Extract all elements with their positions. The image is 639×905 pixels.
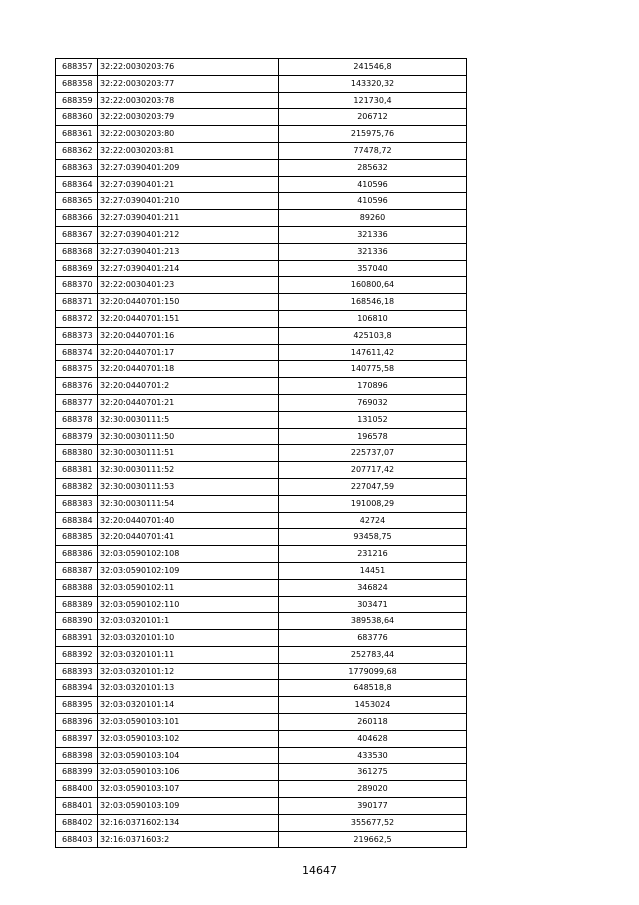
table-row (56, 747, 467, 764)
row-number-cell: 688368 (56, 243, 98, 260)
value-cell: 433530 (279, 747, 467, 764)
value-cell: 404628 (279, 730, 467, 747)
cadastral-number-cell: 32:20:0440701:41 (98, 529, 279, 546)
cadastral-number-cell: 32:20:0440701:150 (98, 294, 279, 311)
row-number-cell: 688397 (56, 730, 98, 747)
cadastral-number-cell: 32:20:0440701:40 (98, 512, 279, 529)
cadastral-number-cell: 32:16:0371603:2 (98, 831, 279, 848)
row-number-cell: 688377 (56, 394, 98, 411)
row-number-cell: 688357 (56, 59, 98, 76)
cadastral-number-cell: 32:03:0320101:1 (98, 613, 279, 630)
row-number-cell: 688401 (56, 798, 98, 815)
value-cell: 425103,8 (279, 327, 467, 344)
table-row (56, 226, 467, 243)
data-table (55, 58, 467, 848)
row-number-cell: 688360 (56, 109, 98, 126)
table-row (56, 109, 467, 126)
row-number-cell: 688383 (56, 495, 98, 512)
cadastral-number-cell: 32:22:0030203:78 (98, 92, 279, 109)
value-cell: 1453024 (279, 697, 467, 714)
value-cell: 143320,32 (279, 75, 467, 92)
table-row (56, 210, 467, 227)
cadastral-number-cell: 32:03:0590102:108 (98, 546, 279, 563)
cadastral-number-cell: 32:30:0030111:54 (98, 495, 279, 512)
table-row (56, 613, 467, 630)
row-number-cell: 688386 (56, 546, 98, 563)
table-row (56, 462, 467, 479)
row-number-cell: 688381 (56, 462, 98, 479)
cadastral-number-cell: 32:30:0030111:52 (98, 462, 279, 479)
value-cell: 106810 (279, 310, 467, 327)
cadastral-number-cell: 32:20:0440701:18 (98, 361, 279, 378)
value-cell: 215975,76 (279, 126, 467, 143)
row-number-cell: 688373 (56, 327, 98, 344)
table-row (56, 126, 467, 143)
table-row (56, 478, 467, 495)
table-row (56, 142, 467, 159)
cadastral-number-cell: 32:20:0440701:17 (98, 344, 279, 361)
row-number-cell: 688392 (56, 646, 98, 663)
row-number-cell: 688387 (56, 562, 98, 579)
cadastral-number-cell: 32:22:0030203:76 (98, 59, 279, 76)
cadastral-number-cell: 32:20:0440701:151 (98, 310, 279, 327)
value-cell: 160800,64 (279, 277, 467, 294)
table-row (56, 562, 467, 579)
table-row (56, 714, 467, 731)
value-cell: 140775,58 (279, 361, 467, 378)
table-row (56, 310, 467, 327)
value-cell: 207717,42 (279, 462, 467, 479)
cadastral-number-cell: 32:03:0320101:10 (98, 630, 279, 647)
cadastral-number-cell: 32:03:0590102:110 (98, 596, 279, 613)
table-row (56, 764, 467, 781)
cadastral-number-cell: 32:20:0440701:2 (98, 378, 279, 395)
table-row (56, 344, 467, 361)
value-cell: 389538,64 (279, 613, 467, 630)
value-cell: 321336 (279, 243, 467, 260)
table-row (56, 411, 467, 428)
row-number-cell: 688378 (56, 411, 98, 428)
table-row (56, 831, 467, 848)
table-row (56, 646, 467, 663)
cadastral-number-cell: 32:03:0320101:13 (98, 680, 279, 697)
value-cell: 121730,4 (279, 92, 467, 109)
value-cell: 131052 (279, 411, 467, 428)
value-cell: 170896 (279, 378, 467, 395)
value-cell: 355677,52 (279, 814, 467, 831)
row-number-cell: 688403 (56, 831, 98, 848)
cadastral-number-cell: 32:20:0440701:16 (98, 327, 279, 344)
value-cell: 206712 (279, 109, 467, 126)
table-body (56, 59, 467, 848)
cadastral-number-cell: 32:27:0390401:214 (98, 260, 279, 277)
value-cell: 225737,07 (279, 445, 467, 462)
row-number-cell: 688358 (56, 75, 98, 92)
cadastral-number-cell: 32:20:0440701:21 (98, 394, 279, 411)
value-cell: 410596 (279, 176, 467, 193)
value-cell: 93458,75 (279, 529, 467, 546)
value-cell: 168546,18 (279, 294, 467, 311)
cadastral-number-cell: 32:03:0590103:102 (98, 730, 279, 747)
page-number: 14647 (302, 864, 337, 877)
value-cell: 196578 (279, 428, 467, 445)
row-number-cell: 688369 (56, 260, 98, 277)
row-number-cell: 688372 (56, 310, 98, 327)
row-number-cell: 688359 (56, 92, 98, 109)
row-number-cell: 688375 (56, 361, 98, 378)
row-number-cell: 688396 (56, 714, 98, 731)
value-cell: 683776 (279, 630, 467, 647)
cadastral-number-cell: 32:03:0320101:14 (98, 697, 279, 714)
row-number-cell: 688385 (56, 529, 98, 546)
table-row (56, 680, 467, 697)
table-row (56, 663, 467, 680)
row-number-cell: 688371 (56, 294, 98, 311)
cadastral-number-cell: 32:30:0030111:50 (98, 428, 279, 445)
value-cell: 357040 (279, 260, 467, 277)
row-number-cell: 688374 (56, 344, 98, 361)
table-row (56, 327, 467, 344)
value-cell: 648518,8 (279, 680, 467, 697)
value-cell: 231216 (279, 546, 467, 563)
cadastral-number-cell: 32:27:0390401:210 (98, 193, 279, 210)
value-cell: 410596 (279, 193, 467, 210)
table-row (56, 445, 467, 462)
value-cell: 227047,59 (279, 478, 467, 495)
value-cell: 252783,44 (279, 646, 467, 663)
table-row (56, 394, 467, 411)
row-number-cell: 688361 (56, 126, 98, 143)
table-row (56, 697, 467, 714)
row-number-cell: 688388 (56, 579, 98, 596)
value-cell: 89260 (279, 210, 467, 227)
row-number-cell: 688391 (56, 630, 98, 647)
table-row (56, 596, 467, 613)
row-number-cell: 688362 (56, 142, 98, 159)
row-number-cell: 688395 (56, 697, 98, 714)
table-row (56, 814, 467, 831)
row-number-cell: 688363 (56, 159, 98, 176)
row-number-cell: 688394 (56, 680, 98, 697)
value-cell: 77478,72 (279, 142, 467, 159)
cadastral-number-cell: 32:27:0390401:21 (98, 176, 279, 193)
cadastral-number-cell: 32:03:0320101:11 (98, 646, 279, 663)
cadastral-number-cell: 32:03:0590102:109 (98, 562, 279, 579)
table-row (56, 630, 467, 647)
cadastral-number-cell: 32:27:0390401:211 (98, 210, 279, 227)
row-number-cell: 688402 (56, 814, 98, 831)
value-cell: 219662,5 (279, 831, 467, 848)
table-row (56, 75, 467, 92)
table-row (56, 176, 467, 193)
value-cell: 285632 (279, 159, 467, 176)
row-number-cell: 688370 (56, 277, 98, 294)
value-cell: 769032 (279, 394, 467, 411)
row-number-cell: 688399 (56, 764, 98, 781)
table-row (56, 730, 467, 747)
value-cell: 14451 (279, 562, 467, 579)
cadastral-number-cell: 32:16:0371602:134 (98, 814, 279, 831)
value-cell: 241546,8 (279, 59, 467, 76)
row-number-cell: 688384 (56, 512, 98, 529)
cadastral-number-cell: 32:03:0590103:109 (98, 798, 279, 815)
value-cell: 289020 (279, 781, 467, 798)
value-cell: 147611,42 (279, 344, 467, 361)
cadastral-number-cell: 32:30:0030111:5 (98, 411, 279, 428)
row-number-cell: 688382 (56, 478, 98, 495)
value-cell: 1779099,68 (279, 663, 467, 680)
cadastral-number-cell: 32:03:0590103:107 (98, 781, 279, 798)
table-row (56, 59, 467, 76)
cadastral-number-cell: 32:22:0030203:77 (98, 75, 279, 92)
row-number-cell: 688379 (56, 428, 98, 445)
table-row (56, 243, 467, 260)
cadastral-number-cell: 32:30:0030111:53 (98, 478, 279, 495)
value-cell: 321336 (279, 226, 467, 243)
value-cell: 346824 (279, 579, 467, 596)
value-cell: 303471 (279, 596, 467, 613)
cadastral-number-cell: 32:27:0390401:212 (98, 226, 279, 243)
table-row (56, 546, 467, 563)
cadastral-number-cell: 32:22:0030203:81 (98, 142, 279, 159)
cadastral-number-cell: 32:03:0590103:101 (98, 714, 279, 731)
cadastral-number-cell: 32:03:0590103:106 (98, 764, 279, 781)
cadastral-number-cell: 32:22:0030401:23 (98, 277, 279, 294)
table-row (56, 277, 467, 294)
table-row (56, 428, 467, 445)
table-row (56, 781, 467, 798)
row-number-cell: 688393 (56, 663, 98, 680)
table-row (56, 495, 467, 512)
table-row (56, 92, 467, 109)
table-row (56, 294, 467, 311)
row-number-cell: 688389 (56, 596, 98, 613)
table-row (56, 378, 467, 395)
row-number-cell: 688365 (56, 193, 98, 210)
table-row (56, 512, 467, 529)
value-cell: 191008,29 (279, 495, 467, 512)
table-row (56, 159, 467, 176)
value-cell: 260118 (279, 714, 467, 731)
row-number-cell: 688390 (56, 613, 98, 630)
table-row (56, 193, 467, 210)
row-number-cell: 688380 (56, 445, 98, 462)
row-number-cell: 688400 (56, 781, 98, 798)
table-row (56, 529, 467, 546)
table-row (56, 798, 467, 815)
cadastral-number-cell: 32:03:0590103:104 (98, 747, 279, 764)
cadastral-number-cell: 32:22:0030203:80 (98, 126, 279, 143)
cadastral-number-cell: 32:22:0030203:79 (98, 109, 279, 126)
value-cell: 361275 (279, 764, 467, 781)
cadastral-number-cell: 32:03:0590102:11 (98, 579, 279, 596)
table-row (56, 361, 467, 378)
cadastral-number-cell: 32:03:0320101:12 (98, 663, 279, 680)
row-number-cell: 688398 (56, 747, 98, 764)
row-number-cell: 688364 (56, 176, 98, 193)
table-row (56, 260, 467, 277)
cadastral-number-cell: 32:30:0030111:51 (98, 445, 279, 462)
table-row (56, 579, 467, 596)
cadastral-number-cell: 32:27:0390401:213 (98, 243, 279, 260)
row-number-cell: 688367 (56, 226, 98, 243)
cadastral-number-cell: 32:27:0390401:209 (98, 159, 279, 176)
row-number-cell: 688366 (56, 210, 98, 227)
row-number-cell: 688376 (56, 378, 98, 395)
value-cell: 42724 (279, 512, 467, 529)
value-cell: 390177 (279, 798, 467, 815)
